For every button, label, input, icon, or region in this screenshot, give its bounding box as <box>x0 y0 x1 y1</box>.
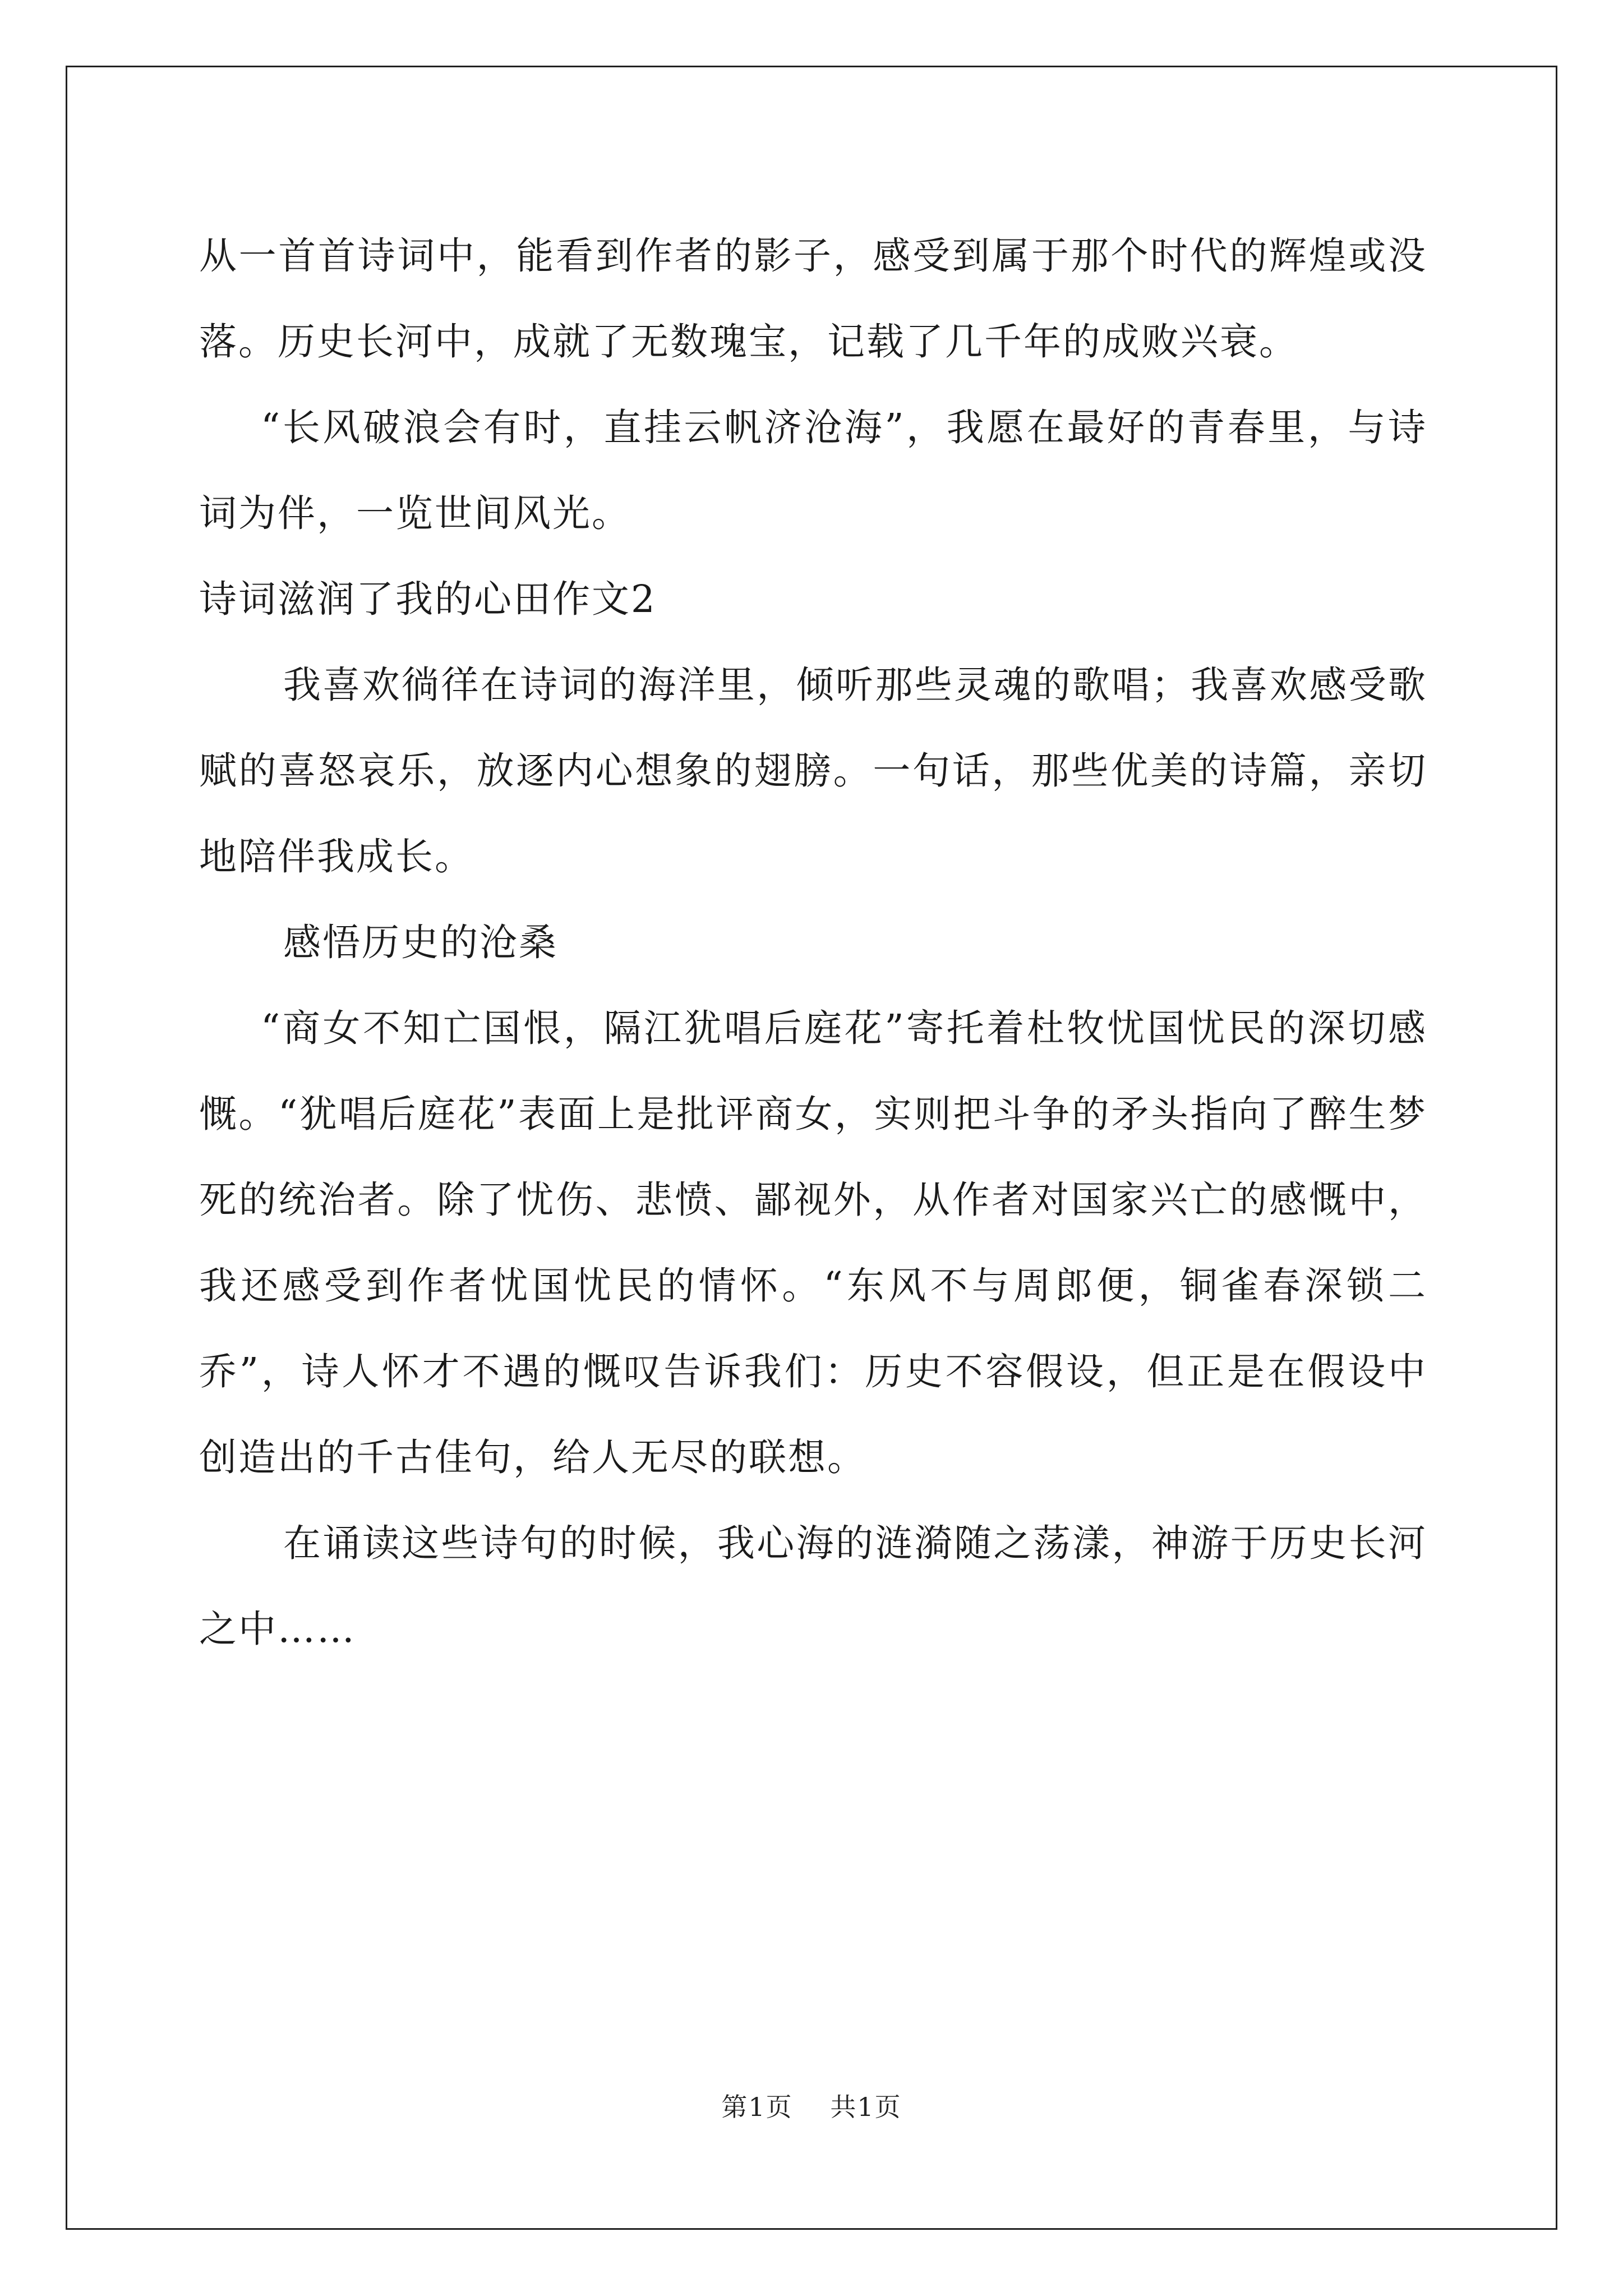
paragraph-1: 从一首首诗词中，能看到作者的影子，感受到属于那个时代的辉煌或没落。历史长河中，成就了无数瑰宝，记载了几千年的成败兴衰。 <box>199 234 1427 364</box>
paragraph-5: 在诵读这些诗句的时候，我心海的涟漪随之荡漾，神游于历史长河之中…… <box>199 1521 1427 1651</box>
page-number: 第1页 <box>721 2092 793 2122</box>
paragraph-2: “长风破浪会有时，直挂云帆济沧海”，我愿在最好的青春里，与诗词为伴，一览世间风光。 <box>199 406 1427 535</box>
paragraph-4: “商女不知亡国恨，隔江犹唱后庭花”寄托着杜牧忧国忧民的深切感慨。“犹唱后庭花”表面上是批评商女，实则把斗争的矛头指向了醉生梦死的统治者。除了忧伤、悲愤、鄙视外，从作者对国家兴亡的感慨中，我还感受到作者忧国忧民的情怀。“东风不与周郎便，铜雀春深锁二乔”，诗人怀才不遇的慨叹告诉我们：历史不容假设，但正是在假设中创造出的千古佳句，给人无尽的联想。 <box>199 1006 1427 1479</box>
section-subtitle: 感悟历史的沧桑 <box>283 921 558 964</box>
page-footer <box>0 2087 1623 2124</box>
paragraph-3: 我喜欢徜徉在诗词的海洋里，倾听那些灵魂的歌唱；我喜欢感受歌赋的喜怒哀乐，放逐内心想象的翅膀。一句话，那些优美的诗篇，亲切地陪伴我成长。 <box>199 663 1427 878</box>
essay-heading: 诗词滋润了我的心田作文2 <box>199 577 657 621</box>
page-total: 共1页 <box>830 2092 902 2122</box>
document-body <box>199 213 1427 1672</box>
